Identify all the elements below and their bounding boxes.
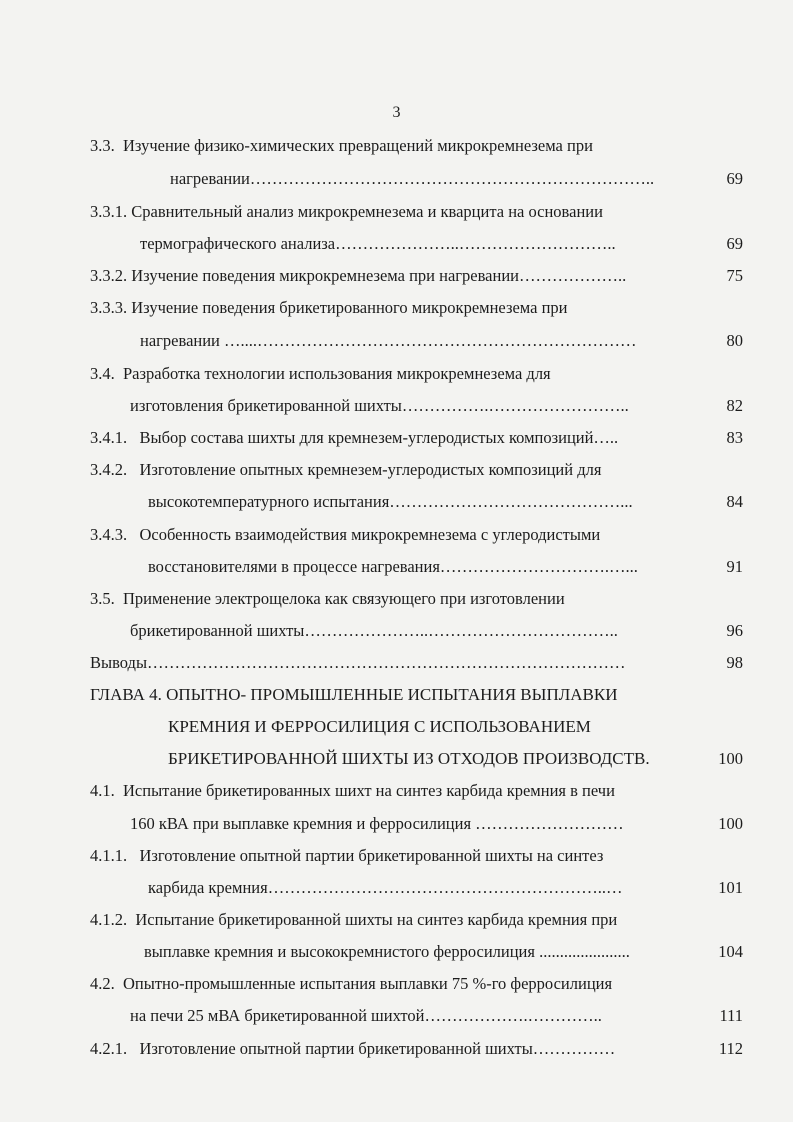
toc-entry-number: 3.4. Разработка технологии использования микрокремнезема для: [90, 364, 551, 383]
toc-entry-title: Особенность взаимодействия микрокремнезема с углеродистыми: [139, 525, 601, 544]
toc-entry-number: 4.1.1. Изготовление опытной партии брикетированной шихты на синтез: [90, 846, 604, 865]
toc-page-ref: 83: [726, 428, 743, 447]
toc-entry-continuation: на печи 25 мВА брикетированной шихтой……………….…………..: [130, 1006, 602, 1025]
toc-entry-continuation: карбида кремния……………………………………………………..…: [148, 878, 623, 897]
toc-entry-continuation: высокотемпературного испытания……………………………………...: [148, 492, 633, 511]
toc-page-ref: 91: [726, 557, 743, 576]
toc-page-ref: 82: [726, 396, 743, 415]
toc-page-ref: 84: [726, 492, 743, 511]
chapter-heading-line: БРИКЕТИРОВАННОЙ ШИХТЫ ИЗ ОТХОДОВ ПРОИЗВОДСТВ.: [168, 749, 650, 768]
toc-entry-title: Сравнительный анализ микрокремнезема и кварцита на основании: [131, 202, 603, 221]
toc-page-ref: 75: [726, 266, 743, 285]
toc-entry-title: Разработка технологии использования микрокремнезема для: [123, 364, 551, 383]
toc-entry-number: 3.3. Изучение физико-химических превращений микрокремнезема при: [90, 136, 593, 155]
toc-entry-title: Испытание брикетированных шихт на синтез карбида кремния в печи: [123, 781, 615, 800]
toc-entry-continuation: восстановителями в процессе нагревания………………………….…...: [148, 557, 638, 576]
toc-entry-number: 3.4.1. Выбор состава шихты для кремнезем-углеродистых композиций…..: [90, 428, 619, 447]
toc-entry-continuation: брикетированной шихты…………………..……………………………..: [130, 621, 618, 640]
toc-entry-title: Изучение физико-химических превращений микрокремнезема при: [123, 136, 593, 155]
toc-entry-number: 3.5. Применение электрощелока как связующего при изготовлении: [90, 589, 565, 608]
toc-entry-continuation: нагревании………………………………………………………………..: [170, 169, 655, 188]
toc-entry-title: Изготовление опытной партии брикетированной шихты……………: [139, 1039, 616, 1058]
toc-page-ref: 98: [726, 653, 743, 672]
toc-entry-continuation: нагревании …....……………………………………………………………: [140, 331, 637, 350]
toc-entry-number: 4.2. Опытно-промышленные испытания выплавки 75 %-го ферросилиция: [90, 974, 613, 993]
toc-entry-title: Изучение поведения микрокремнезема при нагревании………………..: [131, 266, 627, 285]
toc-entry-title: Изучение поведения брикетированного микрокремнезема при: [131, 298, 568, 317]
toc-page-ref: 100: [718, 814, 743, 833]
toc-page-ref: 112: [718, 1039, 743, 1058]
toc-page-ref: 111: [719, 1006, 743, 1025]
toc-entry-number: 3.3.3. Изучение поведения брикетированного микрокремнезема при: [90, 298, 568, 317]
toc-entry-continuation: изготовления брикетированной шихты…………….……………………..: [130, 396, 629, 415]
chapter-heading-line: КРЕМНИЯ И ФЕРРОСИЛИЦИЯ С ИСПОЛЬЗОВАНИЕМ: [168, 717, 591, 736]
toc-entry-continuation: термографического анализа…………………..………………………..: [140, 234, 616, 253]
toc-entry-number: 3.3.2. Изучение поведения микрокремнезема при нагревании………………..: [90, 266, 627, 285]
toc-entry-title: Применение электрощелока как связующего при изготовлении: [123, 589, 565, 608]
toc-entry-title: Выводы……………………………………………………………………………: [90, 653, 626, 672]
toc-page-ref: 69: [726, 169, 743, 188]
toc-entry-number: 3.3.1. Сравнительный анализ микрокремнезема и кварцита на основании: [90, 202, 603, 221]
toc-page-ref: 100: [718, 749, 743, 768]
toc-entry-continuation: 160 кВА при выплавке кремния и ферросилиция ………………………: [130, 814, 624, 833]
toc-entry-number: 4.1.2. Испытание брикетированной шихты на синтез карбида кремния при: [90, 910, 618, 929]
chapter-heading-line: ГЛАВА 4. ОПЫТНО- ПРОМЫШЛЕННЫЕ ИСПЫТАНИЯ ВЫПЛАВКИ: [90, 685, 618, 704]
toc-entry-number: 3.4.3. Особенность взаимодействия микрокремнезема с углеродистыми: [90, 525, 601, 544]
toc-page-ref: 80: [726, 331, 743, 350]
toc-entry-title: Изготовление опытных кремнезем-углеродистых композиций для: [139, 460, 602, 479]
toc-page-ref: 104: [718, 942, 743, 961]
toc-entry-title: Испытание брикетированной шихты на синтез карбида кремния при: [135, 910, 618, 929]
toc-entry-continuation: выплавке кремния и высококремнистого ферросилиция ......................: [144, 942, 630, 961]
toc-entry-title: Изготовление опытной партии брикетированной шихты на синтез: [139, 846, 604, 865]
toc-page-ref: 69: [726, 234, 743, 253]
toc-entry-number: 3.4.2. Изготовление опытных кремнезем-углеродистых композиций для: [90, 460, 602, 479]
toc-page-ref: 101: [718, 878, 743, 897]
toc-page-ref: 96: [726, 621, 743, 640]
toc-entry-title: Опытно-промышленные испытания выплавки 75 %-го ферросилиция: [123, 974, 613, 993]
toc-entry-title: Выбор состава шихты для кремнезем-углеродистых композиций…..: [139, 428, 619, 447]
page-number: 3: [392, 104, 401, 121]
toc-entry-number: 4.2.1. Изготовление опытной партии брикетированной шихты……………: [90, 1039, 616, 1058]
toc-entry-number: 4.1. Испытание брикетированных шихт на синтез карбида кремния в печи: [90, 781, 615, 800]
